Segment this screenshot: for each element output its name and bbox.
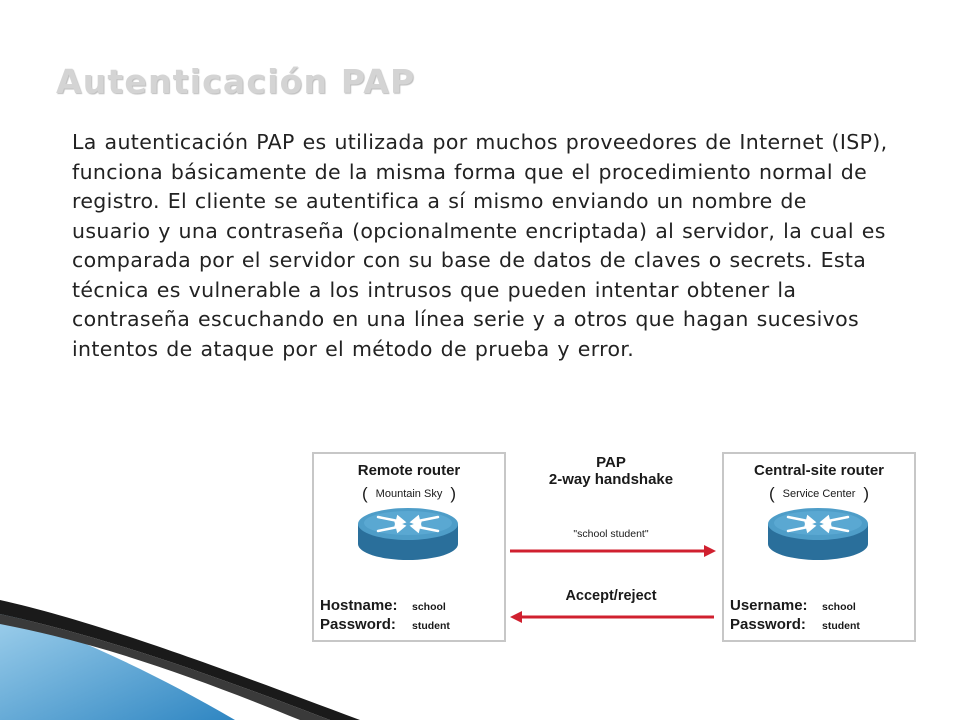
response-label: Accept/reject: [565, 588, 657, 604]
response-arrow: [508, 610, 718, 624]
router-icon: [356, 506, 460, 566]
hostname-label: Hostname:: [320, 597, 398, 614]
request-arrow: [508, 544, 718, 558]
central-router-name-row: ( Service Center ): [768, 484, 870, 503]
slide-body-text: La autenticación PAP es utilizada por muchos proveedores de Internet (ISP), funciona básicamente de la misma forma que el procedimiento normal de registro. El cliente se autentifica a sí mismo enviando un nombre de usuario y una contraseña (opcionalmente encriptada) al servidor, la cual es comparada por el servidor con su base de datos de claves o secrets. Esta técnica es vulnerable a los intrusos que pueden intentar obtener la contraseña escuchando en una línea serie y a otros que hagan sucesivos intentos de ataque por el método de prueba y error.: [72, 130, 888, 361]
central-router-box: [722, 452, 916, 642]
hostname-value: school: [412, 601, 446, 613]
decorative-swoosh: [0, 580, 380, 720]
username-label: Username:: [730, 597, 808, 614]
left-password-label: Password:: [320, 616, 396, 633]
username-row: [730, 597, 856, 615]
username-value: school: [822, 601, 856, 613]
central-router-name: Service Center: [782, 488, 856, 500]
handshake-label: 2-way handshake: [548, 471, 674, 488]
right-password-row: [730, 616, 860, 634]
remote-router-name-row: ( Mountain Sky ): [362, 484, 456, 503]
left-password-value: student: [412, 620, 450, 632]
pap-label: PAP: [596, 454, 626, 471]
pap-diagram: [306, 448, 918, 658]
right-password-value: student: [822, 620, 860, 632]
router-icon: [766, 506, 870, 566]
central-router-title: Central-site router: [753, 462, 885, 479]
remote-router-title: Remote router: [357, 462, 461, 479]
slide-title: Autenticación PAP: [56, 62, 416, 101]
remote-router-name: Mountain Sky: [375, 488, 443, 500]
message-label: "school student": [573, 528, 649, 540]
right-password-label: Password:: [730, 616, 806, 633]
